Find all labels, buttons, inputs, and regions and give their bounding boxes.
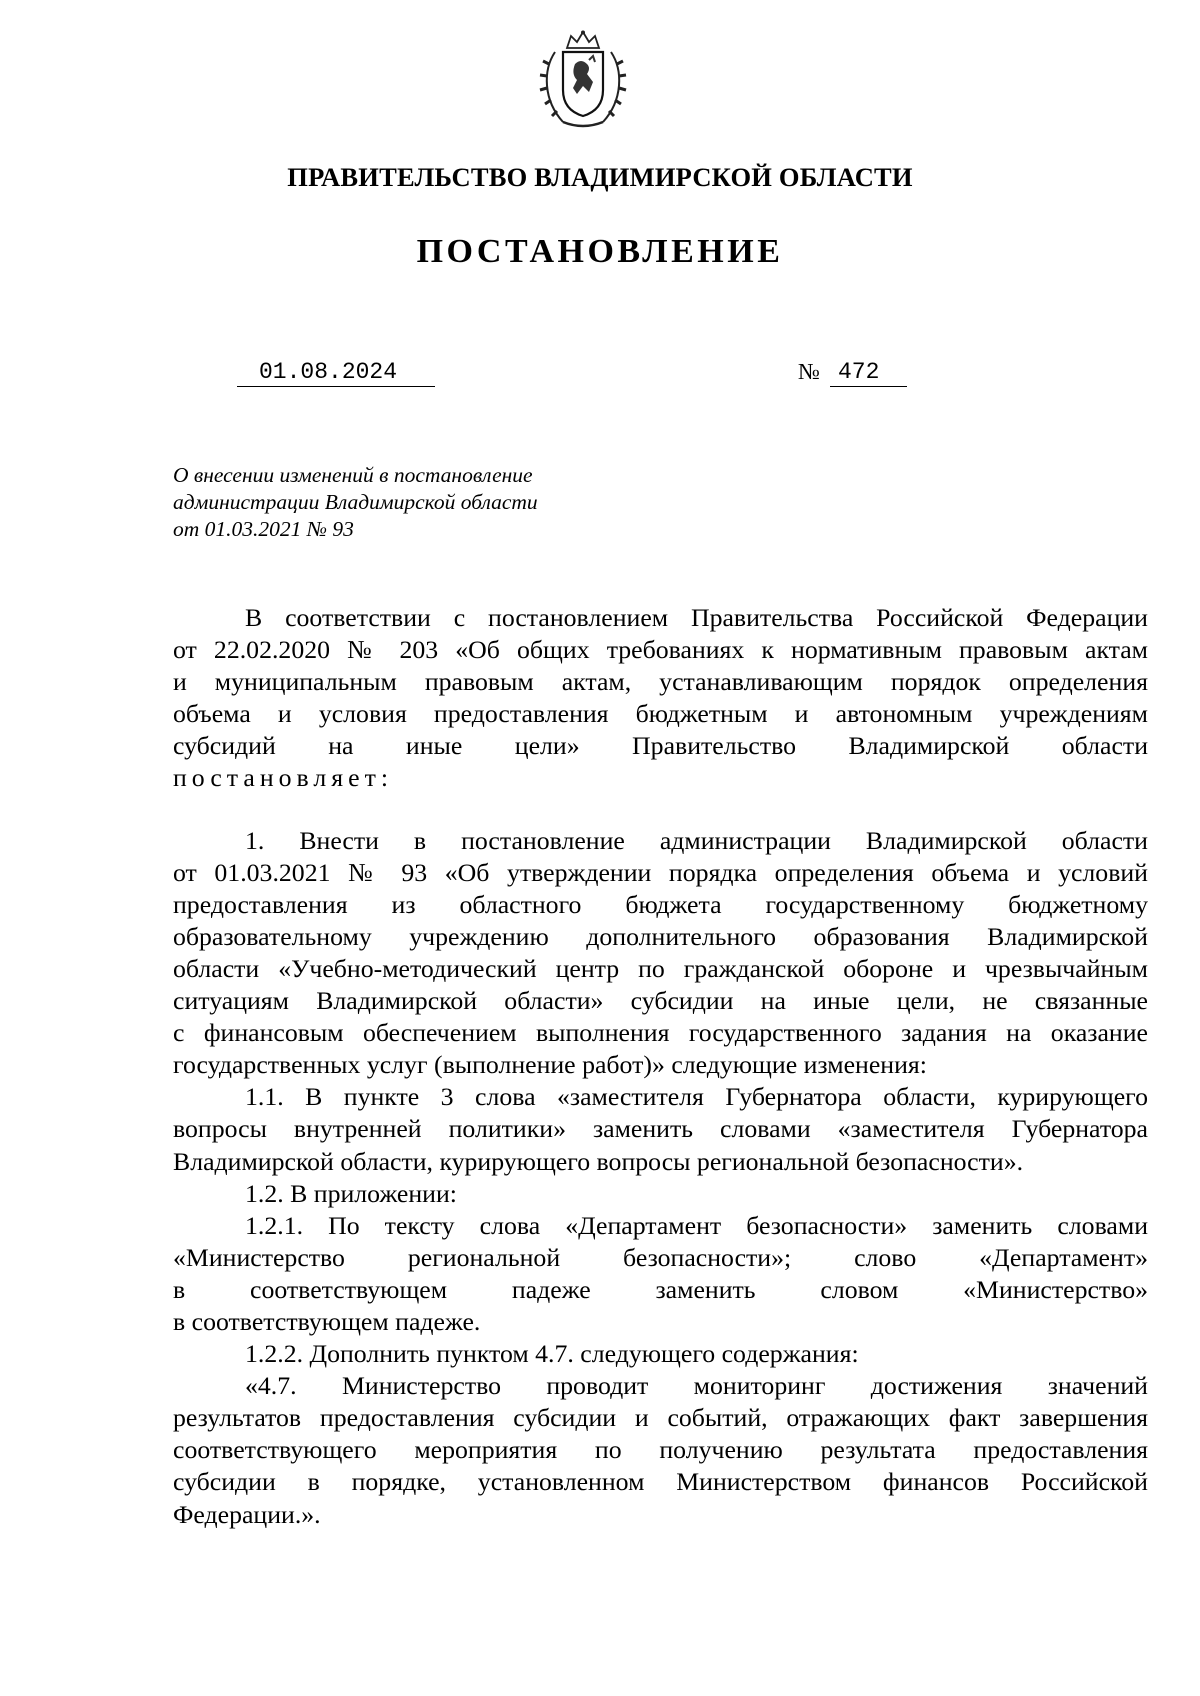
coat-of-arms-emblem [533, 30, 633, 132]
item-1-2-1-paragraph [173, 1210, 1148, 1338]
item-1-2-2-paragraph [173, 1338, 1148, 1370]
subject-line: от 01.03.2021 № 93 [173, 517, 354, 541]
item-1-1-paragraph [173, 1081, 1148, 1177]
text-line: государственных услуг (выполнение работ)» следующие изменения: [173, 1050, 927, 1080]
text-line: субсидий на иные цели» Правительство Владимирской области [173, 731, 1148, 761]
text-line: образовательному учреждению дополнительного образования Владимирской [173, 921, 1148, 951]
text-line: в соответствующем падеже заменить словом «Министерство» [173, 1274, 1148, 1304]
document-body [173, 602, 1148, 1531]
text-line: от 22.02.2020 № 203 «Об общих требованиях к нормативным правовым актам [173, 635, 1148, 665]
document-type-title: ПОСТАНОВЛЕНИЕ [416, 233, 784, 270]
text-line: Федерации.». [173, 1499, 321, 1529]
preamble-paragraph [173, 602, 1148, 795]
text-line: Владимирской области, курирующего вопросы региональной безопасности». [173, 1146, 1024, 1176]
text-line: и муниципальным правовым актам, устанавливающим порядок определения [173, 667, 1148, 697]
subject-line: администрации Владимирской области [173, 490, 538, 514]
text-line: соответствующего мероприятия по получению результата предоставления [173, 1435, 1148, 1465]
text-line: от 01.03.2021 № 93 «Об утверждении порядка определения объема и условий [173, 857, 1148, 887]
text-line: в соответствующем падеже. [173, 1306, 481, 1336]
number-sign: № [798, 359, 820, 384]
text-line: 1.2.1. По тексту слова «Департамент безопасности» заменить словами [245, 1210, 1148, 1240]
item-1-2-paragraph [173, 1178, 1148, 1210]
text-line: с финансовым обеспечением выполнения государственного задания на оказание [173, 1018, 1148, 1048]
text-line: области «Учебно-методический центр по гражданской обороне и чрезвычайным [173, 953, 1148, 983]
item-4-7-paragraph [173, 1370, 1148, 1530]
text-line: «4.7. Министерство проводит мониторинг достижения значений [245, 1371, 1148, 1401]
text-line: предоставления из областного бюджета государственному бюджетному [173, 889, 1148, 919]
text-line: объема и условия предоставления бюджетным и автономным учреждениям [173, 699, 1148, 729]
text-line: субсидии в порядке, установленном Министерством финансов Российской [173, 1467, 1148, 1497]
text-line: результатов предоставления субсидии и событий, отражающих факт завершения [173, 1403, 1148, 1433]
text-line: 1.2. В приложении: [245, 1178, 457, 1208]
document-date: 01.08.2024 [237, 358, 435, 387]
text-line: 1. Внести в постановление администрации Владимирской области [245, 825, 1148, 855]
subject-line: О внесении изменений в постановление [173, 463, 533, 487]
org-title: ПРАВИТЕЛЬСТВО ВЛАДИМИРСКОЙ ОБЛАСТИ [287, 162, 913, 192]
text-line: В соответствии с постановлением Правительства Российской Федерации [245, 603, 1148, 632]
text-line: «Министерство региональной безопасности»; слово «Департамент» [173, 1242, 1148, 1272]
document-subject [173, 462, 693, 543]
item-1-paragraph [173, 825, 1148, 1082]
text-line: 1.2.2. Дополнить пунктом 4.7. следующего содержания: [245, 1339, 859, 1369]
text-line: постановляет: [173, 763, 394, 793]
text-line: вопросы внутренней политики» заменить словами «заместителя Губернатора [173, 1114, 1148, 1144]
text-line: ситуациям Владимирской области» субсидии на иные цели, не связанные [173, 986, 1148, 1016]
text-line: 1.1. В пункте 3 слова «заместителя Губернатора области, курирующего [245, 1082, 1148, 1112]
document-number: 472 [830, 358, 907, 387]
